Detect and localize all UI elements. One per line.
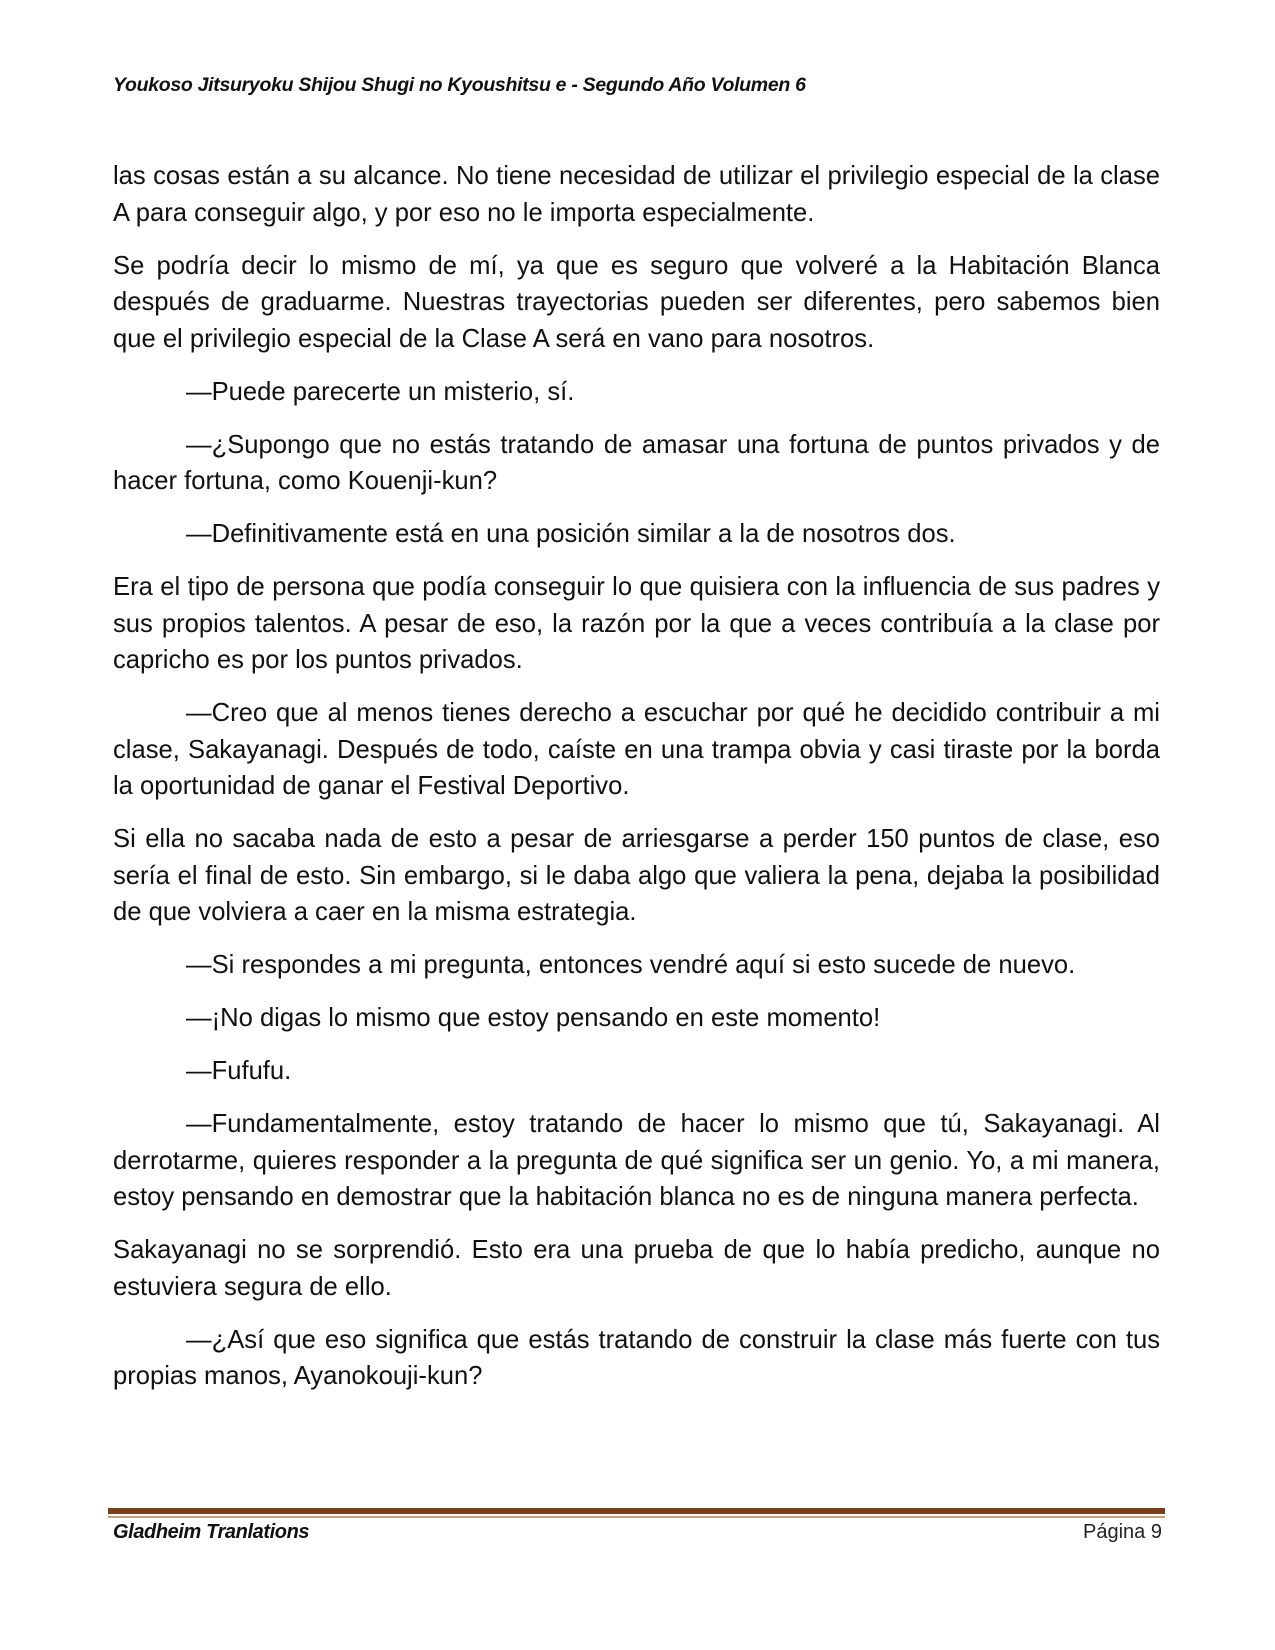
dialogue-paragraph: —¿Supongo que no estás tratando de amasar una fortuna de puntos privados y de hacer fortuna, como Kouenji-kun? [113, 430, 1160, 495]
footer-rule-thin [108, 1516, 1165, 1518]
dialogue-paragraph: —Creo que al menos tienes derecho a escuchar por qué he decidido contribuir a mi clase, Sakayanagi. Después de todo, caíste en una trampa obvia y casi tiraste por la borda la oportunidad de ganar el Festival Deportivo. [113, 699, 1160, 800]
dialogue-paragraph: —Fufufu. [186, 1057, 292, 1085]
page-number [1083, 1521, 1162, 1544]
body-text [113, 158, 1160, 1411]
paragraph: Era el tipo de persona que podía conseguir lo que quisiera con la influencia de sus padres y sus propios talentos. A pesar de eso, la razón por la que a veces contribuía a la clase por capricho es por los puntos privados. [113, 573, 1160, 674]
dialogue-paragraph: —Si respondes a mi pregunta, entonces vendré aquí si esto sucede de nuevo. [186, 951, 1076, 979]
paragraph: las cosas están a su alcance. No tiene necesidad de utilizar el privilegio especial de la clase A para conseguir algo, y por eso no le importa especialmente. [113, 162, 1160, 227]
page-number-value: 9 [1150, 1521, 1162, 1543]
dialogue-paragraph: —¿Así que eso significa que estás tratando de construir la clase más fuerte con tus propias manos, Ayanokouji-kun? [113, 1325, 1160, 1390]
dialogue-paragraph: —Puede parecerte un misterio, sí. [186, 377, 575, 406]
dialogue-paragraph: —¡No digas lo mismo que estoy pensando en este momento! [186, 1004, 881, 1032]
paragraph: Sakayanagi no se sorprendió. Esto era una prueba de que lo había predicho, aunque no estuviera segura de ello. [113, 1236, 1160, 1301]
dialogue-paragraph: —Definitivamente está en una posición similar a la de nosotros dos. [186, 520, 956, 548]
paragraph: Se podría decir lo mismo de mí, ya que es seguro que volveré a la Habitación Blanca después de graduarme. Nuestras trayectorias pueden ser diferentes, pero sabemos bien que el privilegio especial de la Clase A será en vano para nosotros. [113, 251, 1160, 353]
footer-rule [108, 1508, 1165, 1514]
running-header: Youkoso Jitsuryoku Shijou Shugi no Kyoushitsu e - Segundo Año Volumen 6 [113, 74, 806, 96]
footer-credit: Gladheim Tranlations [113, 1521, 310, 1543]
paragraph: Si ella no sacaba nada de esto a pesar de arriesgarse a perder 150 puntos de clase, eso sería el final de esto. Sin embargo, si le daba algo que valiera la pena, dejaba la posibilidad de que volviera a caer en la misma estrategia. [113, 825, 1160, 926]
page-label: Página [1083, 1521, 1146, 1543]
dialogue-paragraph: —Fundamentalmente, estoy tratando de hacer lo mismo que tú, Sakayanagi. Al derrotarme, quieres responder a la pregunta de qué significa ser un genio. Yo, a mi manera, estoy pensando en demostrar que la habitación blanca no es de ninguna manera perfecta. [113, 1110, 1160, 1211]
